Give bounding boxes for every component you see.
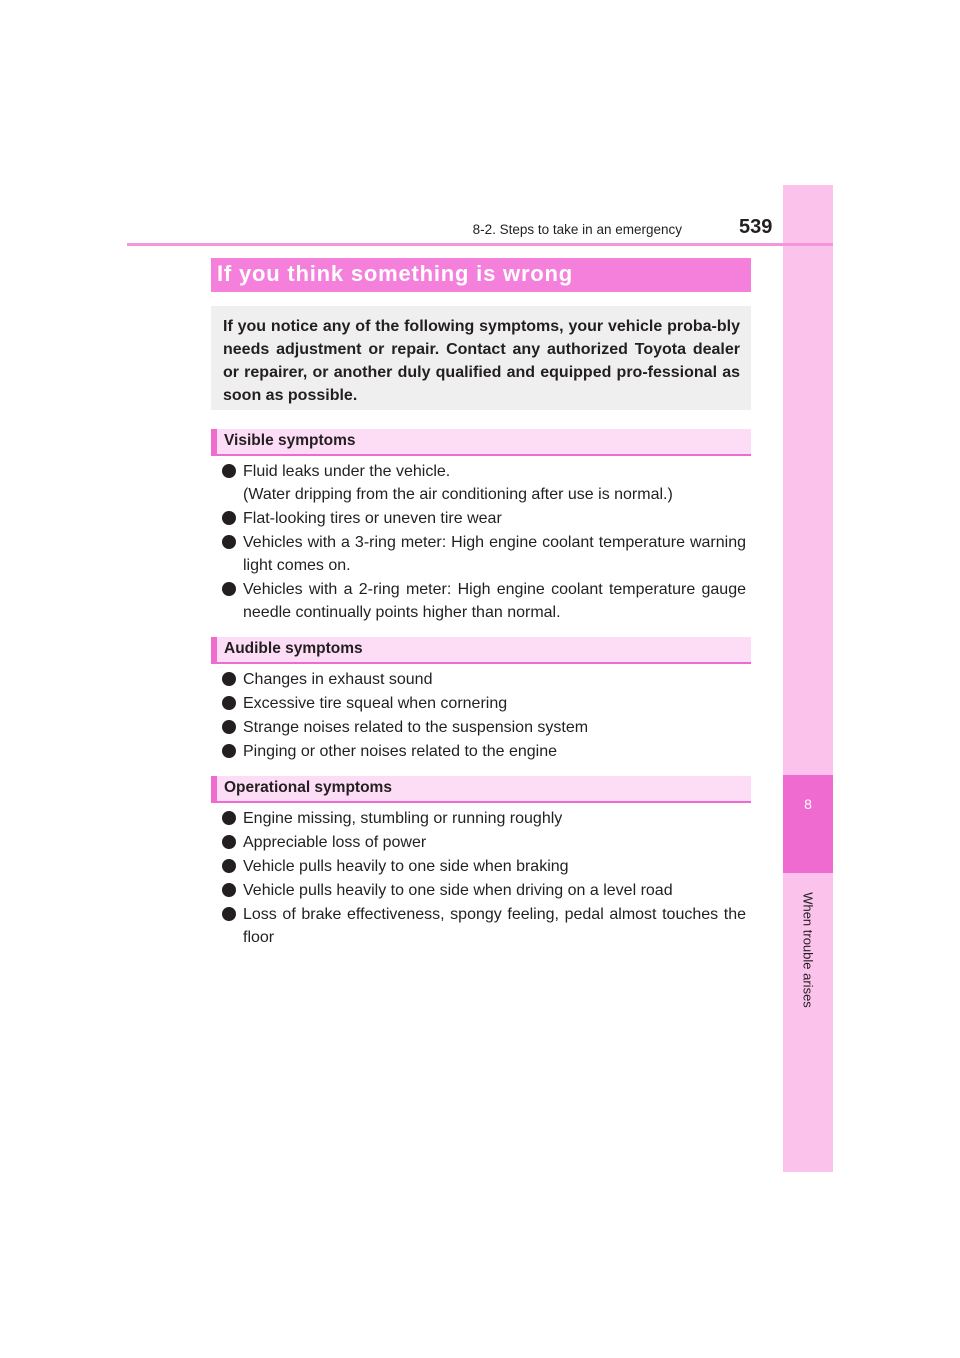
list-item-text: Vehicle pulls heavily to one side when driving on a level road — [243, 882, 673, 899]
visible-symptoms-list — [222, 460, 746, 625]
list-item-text: Excessive tire squeal when cornering — [243, 695, 508, 712]
list-item — [222, 692, 746, 715]
intro-box — [211, 306, 751, 410]
list-item — [222, 903, 746, 949]
list-item-text: Vehicles with a 3-ring meter: High engine coolant temperature warning light comes on. — [243, 534, 746, 574]
visible-symptoms-heading-text: Visible symptoms — [224, 432, 356, 449]
bullet-icon — [222, 859, 236, 873]
audible-symptoms-heading — [211, 637, 751, 664]
list-item-text: Flat-looking tires or uneven tire wear — [243, 510, 502, 527]
list-item-text: Vehicles with a 2-ring meter: High engine coolant temperature gauge needle continually points higher than normal. — [243, 581, 746, 621]
bullet-icon — [222, 835, 236, 849]
bullet-icon — [222, 696, 236, 710]
list-item-text: Pinging or other noises related to the engine — [243, 743, 557, 760]
bullet-icon — [222, 720, 236, 734]
list-item-note: (Water dripping from the air conditioning after use is normal.) — [243, 486, 673, 503]
list-item — [222, 578, 746, 624]
list-item-text: Fluid leaks under the vehicle. — [243, 463, 451, 480]
bullet-icon — [222, 883, 236, 897]
audible-symptoms-heading-text: Audible symptoms — [224, 640, 363, 657]
list-item-text: Strange noises related to the suspension system — [243, 719, 589, 736]
list-item-text: Vehicle pulls heavily to one side when braking — [243, 858, 569, 875]
section-label: 8-2. Steps to take in an emergency — [472, 222, 682, 237]
chapter-number: 8 — [804, 796, 812, 812]
list-item-text: Engine missing, stumbling or running roughly — [243, 810, 563, 827]
bullet-icon — [222, 464, 236, 478]
chapter-tab-active — [783, 775, 833, 873]
intro-text: If you notice any of the following symptoms, your vehicle proba-bly needs adjustment or repair. Contact any authorized Toyota dealer or repairer, or another duly qualified and equipped pro-fessional as soon as possible. — [223, 318, 740, 404]
list-item — [222, 740, 746, 763]
list-item — [222, 531, 746, 577]
operational-symptoms-heading — [211, 776, 751, 803]
list-item-text: Changes in exhaust sound — [243, 671, 433, 688]
bullet-icon — [222, 511, 236, 525]
list-item — [222, 807, 746, 830]
list-item — [222, 879, 746, 902]
page-number: 539 — [739, 216, 773, 238]
list-item — [222, 716, 746, 739]
page-title: If you think something is wrong — [217, 261, 574, 286]
operational-symptoms-list — [222, 807, 746, 950]
bullet-icon — [222, 907, 236, 921]
list-item — [222, 668, 746, 691]
visible-symptoms-heading — [211, 429, 751, 456]
list-item — [222, 855, 746, 878]
chapter-label: When trouble arises — [800, 892, 816, 1008]
title-bar — [211, 258, 751, 292]
bullet-icon — [222, 582, 236, 596]
operational-symptoms-heading-text: Operational symptoms — [224, 779, 392, 796]
bullet-icon — [222, 672, 236, 686]
list-item — [222, 507, 746, 530]
bullet-icon — [222, 535, 236, 549]
chapter-side-tab — [783, 185, 833, 1172]
bullet-icon — [222, 811, 236, 825]
list-item-text: Loss of brake effectiveness, spongy feeling, pedal almost touches the floor — [243, 906, 746, 946]
list-item — [222, 831, 746, 854]
header-divider — [127, 243, 833, 246]
audible-symptoms-list — [222, 668, 746, 764]
list-item-text: Appreciable loss of power — [243, 834, 427, 851]
bullet-icon — [222, 744, 236, 758]
list-item — [222, 460, 746, 506]
